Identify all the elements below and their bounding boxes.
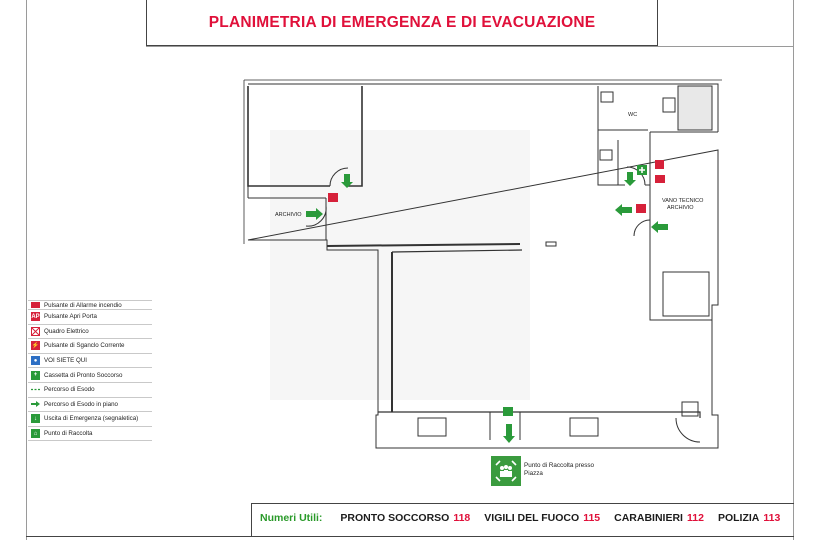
service-name: VIGILI DEL FUOCO (484, 512, 580, 524)
legend-label: Punto di Raccolta (44, 430, 93, 438)
exit-route-dashed-icon (31, 385, 40, 394)
door-swing-4 (634, 220, 650, 236)
emergency-exit-sign-icon: ↓ (31, 414, 40, 423)
column-marker (546, 242, 556, 246)
service-name: CARABINIERI (614, 512, 683, 524)
legend-row (28, 300, 152, 310)
service-name: POLIZIA (717, 512, 760, 524)
emergency-numbers-label: Numeri Utili: (260, 512, 323, 524)
assembly-point-text (524, 462, 594, 486)
room-label-wc: WC (628, 112, 638, 118)
fire-alarm-button-icon (636, 204, 646, 213)
service-number: 118 (453, 512, 471, 524)
legend-label: Quadro Elettrico (44, 327, 89, 335)
legend-row (28, 398, 152, 413)
desk-1 (418, 418, 446, 436)
room-label-archivio: ARCHIVIO (275, 212, 302, 218)
legend-row (28, 339, 152, 354)
service-number: 115 (583, 512, 601, 524)
assembly-point-line2: Piazza (524, 469, 543, 477)
page-title: PLANIMETRIA DI EMERGENZA E DI EVACUAZIONE (208, 13, 596, 31)
door-swing-5 (676, 418, 700, 442)
legend-row (28, 412, 152, 427)
service-name: PRONTO SOCCORSO (340, 512, 450, 524)
assembly-point-line1: Punto di Raccolta presso (524, 462, 595, 469)
electrical-panel-icon (328, 193, 338, 202)
electrical-panel-icon (31, 327, 40, 336)
legend-row (28, 427, 152, 442)
legend-row (28, 383, 152, 398)
door-open-button-icon: AP (31, 313, 40, 320)
stair-block (678, 86, 712, 130)
legend (28, 300, 152, 441)
legend-label: Pulsante di Sganclo Corrente (44, 342, 125, 350)
exit-arrow-5 (651, 221, 668, 233)
emergency-exit-sign-icon (503, 407, 513, 416)
legend-label: Pulsante Apri Porta (44, 313, 97, 321)
assembly-point-icon: ⌂ (31, 429, 40, 438)
archive-shelf (663, 272, 709, 316)
desk-3 (682, 402, 698, 416)
wc-fixture-3 (600, 150, 612, 160)
legend-row (28, 368, 152, 383)
legend-label: Percorso di Esodo (44, 386, 95, 394)
legend-label: Uscita di Emergenza (segnaletica) (44, 415, 139, 423)
legend-label: VOI SIETE QUI (44, 357, 87, 365)
power-cutoff-button-icon: ⚡ (31, 342, 40, 349)
fire-alarm-button-icon (655, 160, 664, 169)
exit-doorway (490, 412, 520, 440)
wc-fixture-1 (601, 92, 613, 102)
service-number: 112 (686, 512, 704, 524)
legend-row (28, 354, 152, 369)
you-are-here-icon: ● (31, 356, 40, 365)
legend-label: Cassetta di Pronto Soccorso (44, 371, 123, 379)
legend-label: Percorso di Esodo in piano (44, 400, 118, 408)
exit-route-arrow-icon (31, 400, 40, 409)
bottom-wall (378, 412, 700, 418)
exit-arrow-3 (624, 172, 636, 186)
room-label-vano-tecnico: VANO TECNICO (662, 198, 704, 204)
room-label-vano-archivio: ARCHIVIO (667, 205, 694, 211)
first-aid-kit-icon: + (31, 371, 40, 380)
wc-fixture-2 (663, 98, 675, 112)
exit-arrow-6 (503, 424, 515, 443)
assembly-point (491, 456, 594, 486)
legend-row (28, 325, 152, 340)
power-cutoff-button-icon (655, 175, 665, 183)
scan-shading (270, 130, 530, 400)
legend-label: Pulsante di Allarme incendio (44, 301, 122, 309)
assembly-point-icon (491, 456, 521, 486)
fire-alarm-button-icon (31, 302, 40, 308)
service-number: 113 (763, 512, 781, 524)
legend-row (28, 310, 152, 325)
emergency-numbers (253, 506, 791, 530)
desk-2 (570, 418, 598, 436)
exit-arrow-4 (615, 204, 632, 216)
